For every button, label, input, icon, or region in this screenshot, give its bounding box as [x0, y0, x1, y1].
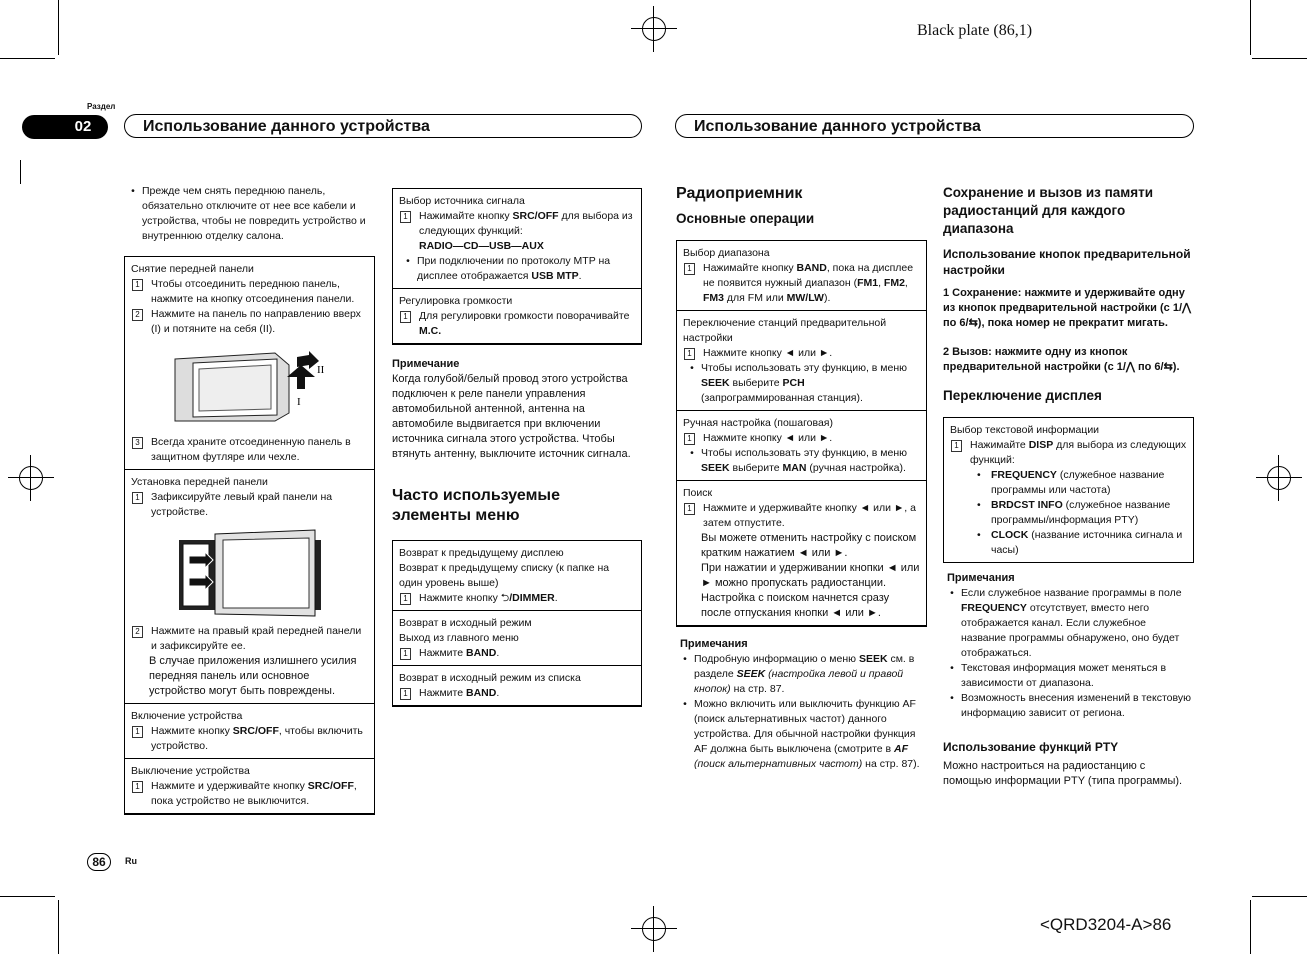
notes-heading: Примечания — [680, 638, 748, 650]
note-heading: Примечание — [392, 358, 460, 370]
radio-heading: Радиоприемник — [676, 185, 803, 202]
panel-removal-illustration — [165, 343, 335, 429]
memory-heading: Сохранение и вызов из памяти радиостанций для каждого диапазона — [943, 185, 1154, 236]
basic-ops-heading: Основные операции — [676, 211, 815, 226]
column-2 — [392, 188, 642, 707]
column-4: Сохранение и вызов из памяти радиостанций для каждого диапазона Использование кнопок предварительной настройки 1 Сохранение: нажмите и удерживайте одну из кнопок предварительной настройки (с 1/⋀ по 6/⇆), пока номер не прекратит мигать. 2 Вызов: нажмите одну из кнопок предварительной настройки (с 1/⋀ по 6/⇆). Переключение дисплея Выбор текстовой информации 1 Нажимайте DISP для выбора из следующих функций: • FREQUENCY (служебное название программы или частота) • BRDCST INFO (служебное название программы/информация PTY) • CLOCK (название источника сигнала и часы) Примечания • Если служебное название программы в поле FREQUENCY отсутствует, вместо него отображается канал. Если служебное название программы обнаружено, оно будет отображаться. • Текстовая информация может меняться в зависимости от диапазона. • Возможность внесения изменений в текстовую информацию зависит от региона. Использование функций PTY Можно настроиться на радиостанцию с помощью информации PTY (типа программы). — [943, 184, 1194, 789]
section-banner-left: Использование данного устройства — [124, 114, 642, 138]
procedure-title: Установка передней панели — [131, 476, 268, 488]
crop-mark — [1252, 896, 1307, 897]
column-3: Радиоприемник Основные операции Выбор диапазона 1 Нажимайте кнопку BAND, пока на дисплее не появится нужный диапазон (FM1, FM2, FM3 для FM или MW/LW). Переключение станций предварительной настройки 1 Нажмите кнопку ◄ или ►. • Чтобы использовать эту функцию, в меню SEEK выберите PCH (запрограммированная станция). Ручная настройка (пошаговая) 1 Нажмите кнопку ◄ или ►. • Чтобы использовать эту функцию, в меню SEEK выберите MAN (ручная настройка). Поиск 1 Нажмите и удерживайте кнопку ◄ или ►, а затем отпустите. Вы можете отменить настройку с поиском кратким нажатием ◄ или ►. При нажатии и удерживании кнопки ◄ или ► можно пропускать радиостанции. Настройка с поиском начнется сразу после отпускания кнопки ◄ или ►. Примечания • Подробную информацию о меню SEEK см. в разделе SEEK (настройка левой и правой кнопок) на стр. 87. • Можно включить или выключить функцию AF (поиск альтернативных частот) данного устройства. Для обычной настройки функция AF должна быть выключена (смотрите в AF (поиск альтернативных частот) на стр. 87). — [676, 184, 927, 772]
crop-mark — [20, 160, 21, 184]
crop-mark — [0, 58, 55, 59]
crop-mark — [0, 896, 55, 897]
section-banner-right: Использование данного устройства — [675, 114, 1194, 138]
procedure-title: Выключение устройства — [131, 765, 250, 777]
procedure-box: Выбор источника сигнала 1 Нажимайте кнопку SRC/OFF для выбора из следующих функций: RADIO—CD—USB—AUX • При подключении по протоколу MTP на дисплее отображается USB MTP. Регулировка громкости 1 Для регулировки громкости поворачивайте M.C. — [392, 188, 642, 345]
preset-step-1: 1 Сохранение: нажмите и удерживайте одну из кнопок предварительной настройки (с 1/⋀ по 6/⇆), пока номер не прекратит мигать. — [943, 287, 1192, 329]
procedure-box: Выбор диапазона 1 Нажимайте кнопку BAND, пока на дисплее не появится нужный диапазон (FM1, FM2, FM3 для FM или MW/LW). Переключение станций предварительной настройки 1 Нажмите кнопку ◄ или ►. • Чтобы использовать эту функцию, в меню SEEK выберите PCH (запрограммированная станция). Ручная настройка (пошаговая) 1 Нажмите кнопку ◄ или ►. • Чтобы использовать эту функцию, в меню SEEK выберите MAN (ручная настройка). Поиск 1 Нажмите и удерживайте кнопку ◄ или ►, а затем отпустите. Вы можете отменить настройку с поиском кратким нажатием ◄ или ►. При нажатии и удерживании кнопки ◄ или ► можно пропускать радиостанции. Настройка с поиском начнется сразу после отпускания кнопки ◄ или ►. — [676, 240, 927, 627]
preset-step-2: 2 Вызов: нажмите одну из кнопок предварительной настройки (с 1/⋀ по 6/⇆). — [943, 346, 1180, 373]
notes-heading: Примечания — [947, 572, 1015, 584]
procedure-title: Включение устройства — [131, 710, 243, 722]
procedure-box: Возврат к предыдущему дисплею Возврат к предыдущему списку (к папке на один уровень выше) 1 Нажмите кнопку ⮌/DIMMER. Возврат в исходный режим Выход из главного меню 1 Нажмите BAND. Возврат в исходный режим из списка 1 Нажмите BAND. — [392, 540, 642, 707]
preset-heading: Использование кнопок предварительной настройки — [943, 247, 1191, 277]
display-heading: Переключение дисплея — [943, 388, 1102, 403]
crop-mark — [58, 900, 59, 954]
plate-label: Black plate (86,1) — [917, 22, 1033, 39]
crop-mark — [1252, 58, 1307, 59]
back-icon: ⮌ — [500, 592, 510, 604]
language-label: Ru — [125, 856, 137, 866]
crop-mark — [58, 0, 59, 55]
crop-mark — [1250, 0, 1251, 55]
crop-mark — [1250, 900, 1251, 954]
svg-text:II: II — [316, 364, 324, 376]
panel-install-illustration — [175, 526, 325, 618]
pty-heading: Использование функций PTY — [943, 740, 1119, 754]
column-1 — [124, 184, 375, 815]
pty-text: Можно настроиться на радиостанцию с помощью информации PTY (типа программы). — [943, 760, 1183, 787]
menu-heading: Часто используемые элементы меню — [392, 487, 560, 524]
procedure-title: Снятие передней панели — [131, 263, 254, 275]
section-label: Раздел — [87, 102, 116, 111]
procedure-box: Снятие передней панели 1 Чтобы отсоединить переднюю панель, нажмите на кнопку отсоединения панели. 2 Нажмите на панель по направлению вверх (I) и потяните на себя (II). II I 3 Всегда храните отсоединенную панель в защитном футляре или чехле. Установка передней панели 1 Зафиксируйте левый край панели на устройстве. 2 Нажмите на правый край передней панели и зафиксируйте ее. В случае приложения излишнего усилия передняя панель или основное устройство могут быть повреждены. Включение устройства 1 Нажмите кнопку SRC/OFF, чтобы включить устройство. Выключение устройства 1 Нажмите и удерживайте кнопку SRC/OFF, пока устройство не выключится. — [124, 256, 375, 815]
procedure-box: Выбор текстовой информации 1 Нажимайте DISP для выбора из следующих функций: • FREQUENCY (служебное название программы или частота) • BRDCST INFO (служебное название программы/информация PTY) • CLOCK (название источника сигнала и часы) — [943, 417, 1194, 563]
document-code: <QRD3204-A>86 — [1040, 915, 1172, 934]
page-number: 86 — [87, 853, 111, 871]
section-number: 02 — [22, 115, 108, 139]
list-item: • Прежде чем снять переднюю панель, обязательно отключите от нее все кабели и устройства, чтобы не повредить устройство и внутреннюю отделку салона. — [131, 185, 366, 242]
note-text: Когда голубой/белый провод этого устройства подключен к реле панели управления автомобильной антенной, антенна на автомобиле выдвигается при включении источника сигнала этого устройства. Чтобы втянуть антенну, выключите источник сигнала. — [392, 373, 631, 460]
svg-text:I: I — [296, 396, 301, 408]
